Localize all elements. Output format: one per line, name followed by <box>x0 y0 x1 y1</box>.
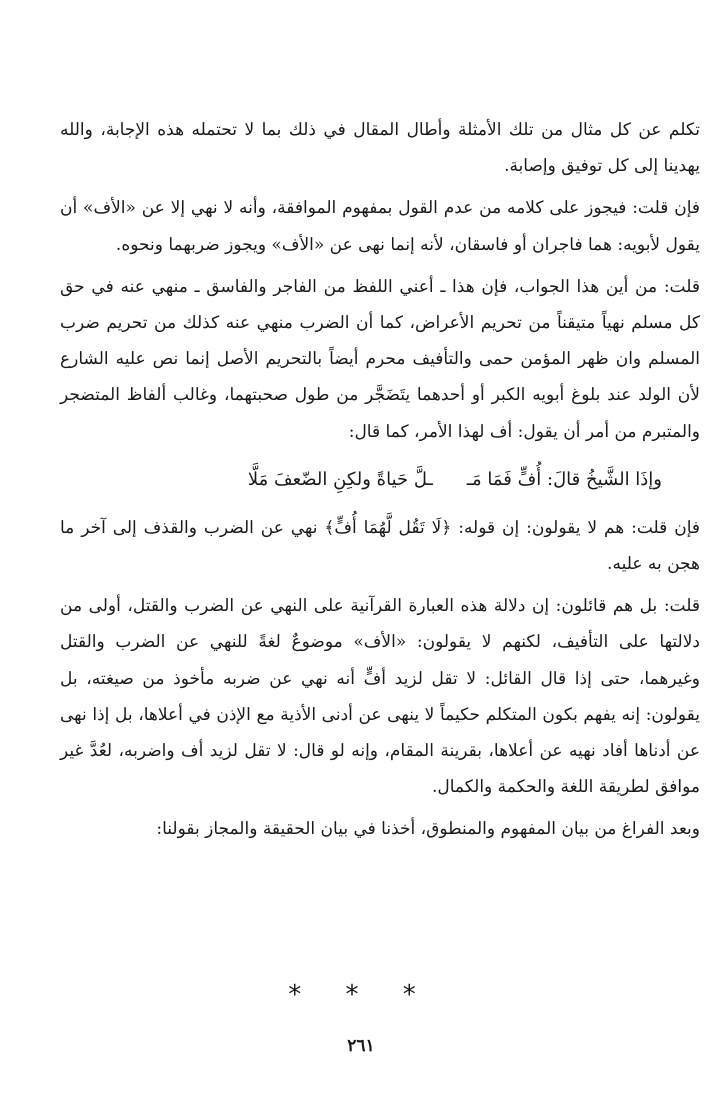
verse-second-hemistich: ـلَّ حَياةً ولكِنِ الضّعفَ مَلَّا <box>247 468 433 490</box>
verse-first-hemistich: وإذَا الشَّيخُ قالَ: أُفٍّ فَمَا مَـ <box>466 468 662 490</box>
paragraph-2: فإن قلت: فيجوز على كلامه من عدم القول بمفهوم الموافقة، وأنه لا نهي إلا عن «الأف» أن يقول لأبويه: هما فاجران أو فاسقان، لأنه إنما نهى عن «الأف» ويجوز ضربهما ونحوه. <box>60 198 700 255</box>
paragraph-4: فإن قلت: هم لا يقولون: إن قوله: ﴿لَا تَقُل لَّهُمَا أُفٍّ﴾ نهي عن الضرب والقذف إلى آخر ما هجن به عليه. <box>60 517 700 575</box>
paragraph-6: وبعد الفراغ من بيان المفهوم والمنطوق، أخذنا في بيان الحقيقة والمجاز بقولنا: <box>156 819 700 840</box>
page-body <box>60 112 700 854</box>
section-separator: * * * <box>288 980 434 1010</box>
paragraph-5: قلت: بل هم قائلون: إن دلالة هذه العبارة القرآنية على النهي عن الضرب والقتل، أولى من دلالتها على التأفيف، لكنهم لا يقولون: «الأف» موضوعٌ لغةً للنهي عن الضرب والقتل وغيرهما، حتى إذا قال القائل: لا تقل لزيد أفٍّ أنه نهي عن ضربه مأخوذ من صيغته، بل يقولون: إنه يفهم بكون المتكلم حكيماً لا ينهى عن أدنى الأذية مع الإذن في أعلاها، بل إذا نهى عن أدناها أفاد نهيه عن أعلاها، بقرينة المقام، وإنه لو قال: لا تقل لزيد أف واضربه، لعُدَّ غير موافق لطريقة اللغة والحكمة والكمال. <box>60 596 700 798</box>
page-number: ٢٦١ <box>347 1036 375 1056</box>
paragraph-3: قلت: من أين هذا الجواب، فإن هذا ـ أعني اللفظ من الفاجر والفاسق ـ منهي عنه في حق كل مسلم نهياً متيقناً من تحريم الأعراض، كما أن الضرب منهي عنه كذلك من تحريم ضرب المسلم وان ظهر المؤمن حمى والتأفيف محرم أيضاً بالتحريم الأصل إنما نص عليه الشارع لأن الولد عند بلوغ أبويه الكبر أو أحدهما يتَضَجَّر من طول صحبتهما، وغالب ألفاظ المتضجر والمتبرم من أمر أن يقول: أف لهذا الأمر، كما قال: <box>60 276 700 442</box>
paragraph-1: تكلم عن كل مثال من تلك الأمثلة وأطال المقال في ذلك بما لا تحتمله هذه الإجابة، والله يهدينا إلى كل توفيق وإصابة. <box>60 120 700 177</box>
poetry-verse <box>60 456 700 504</box>
